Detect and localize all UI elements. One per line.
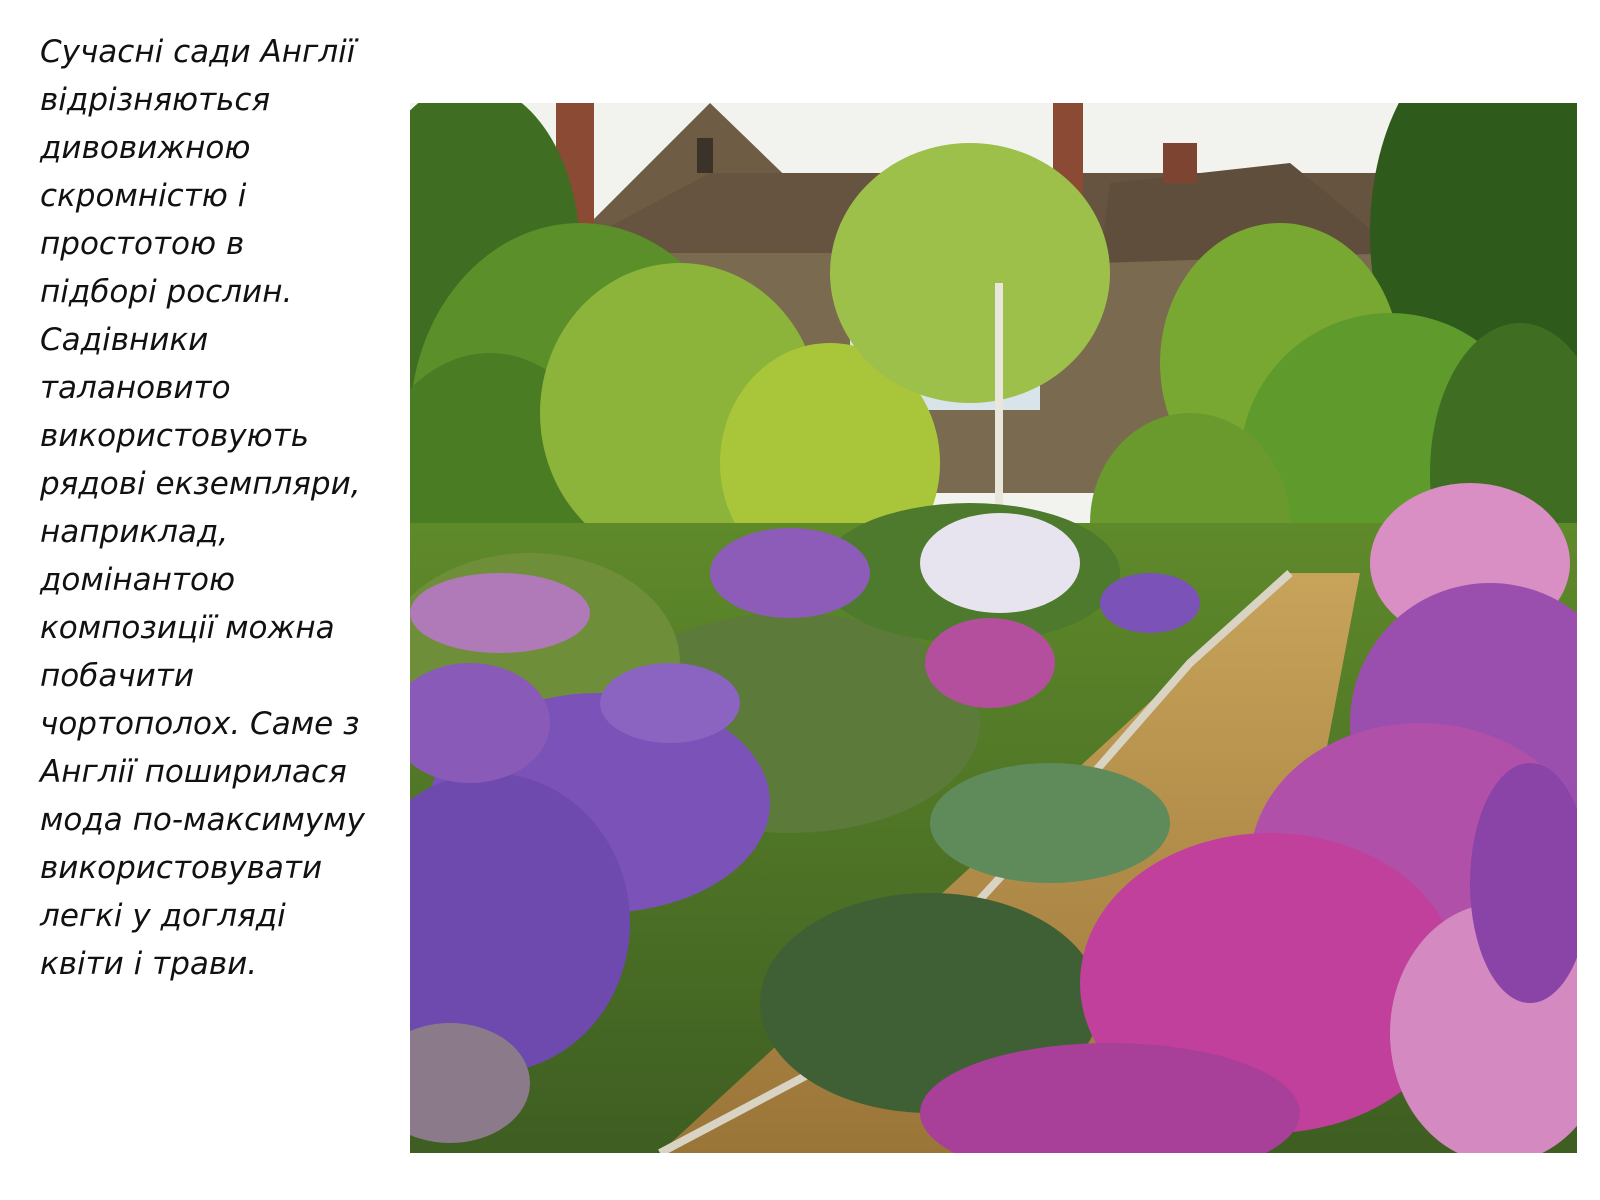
slide-body-text bbox=[40, 28, 400, 988]
dormer-window bbox=[697, 138, 713, 173]
text-line: використовують bbox=[40, 418, 310, 454]
text-line: побачити bbox=[40, 658, 195, 694]
chimney-right bbox=[1163, 143, 1197, 183]
text-line: відрізняються bbox=[40, 82, 271, 118]
text-line: домінантою bbox=[40, 562, 236, 598]
text-line: використовувати bbox=[40, 850, 323, 886]
text-line: простотою в bbox=[40, 226, 245, 262]
text-line: мода по-максимуму bbox=[40, 802, 365, 838]
text-line: Сучасні сади Англії bbox=[40, 34, 356, 70]
text-line: талановито bbox=[40, 370, 231, 406]
text-line: легкі у догляді bbox=[40, 898, 286, 934]
text-line: підборі рослин. bbox=[40, 274, 293, 310]
text-line: Англії поширилася bbox=[40, 754, 347, 790]
garden-photo bbox=[410, 103, 1577, 1153]
text-line: квіти і трави. bbox=[40, 946, 258, 982]
text-line: скромністю і bbox=[40, 178, 247, 214]
birch-trunk bbox=[995, 283, 1003, 523]
text-line: наприклад, bbox=[40, 514, 229, 550]
text-line: композиції можна bbox=[40, 610, 335, 646]
garden-photo-illustration bbox=[410, 103, 1577, 1153]
text-line: Садівники bbox=[40, 322, 209, 358]
text-line: чортополох. Саме з bbox=[40, 706, 360, 742]
text-line: дивовижною bbox=[40, 130, 251, 166]
text-line: рядові екземпляри, bbox=[40, 466, 361, 502]
